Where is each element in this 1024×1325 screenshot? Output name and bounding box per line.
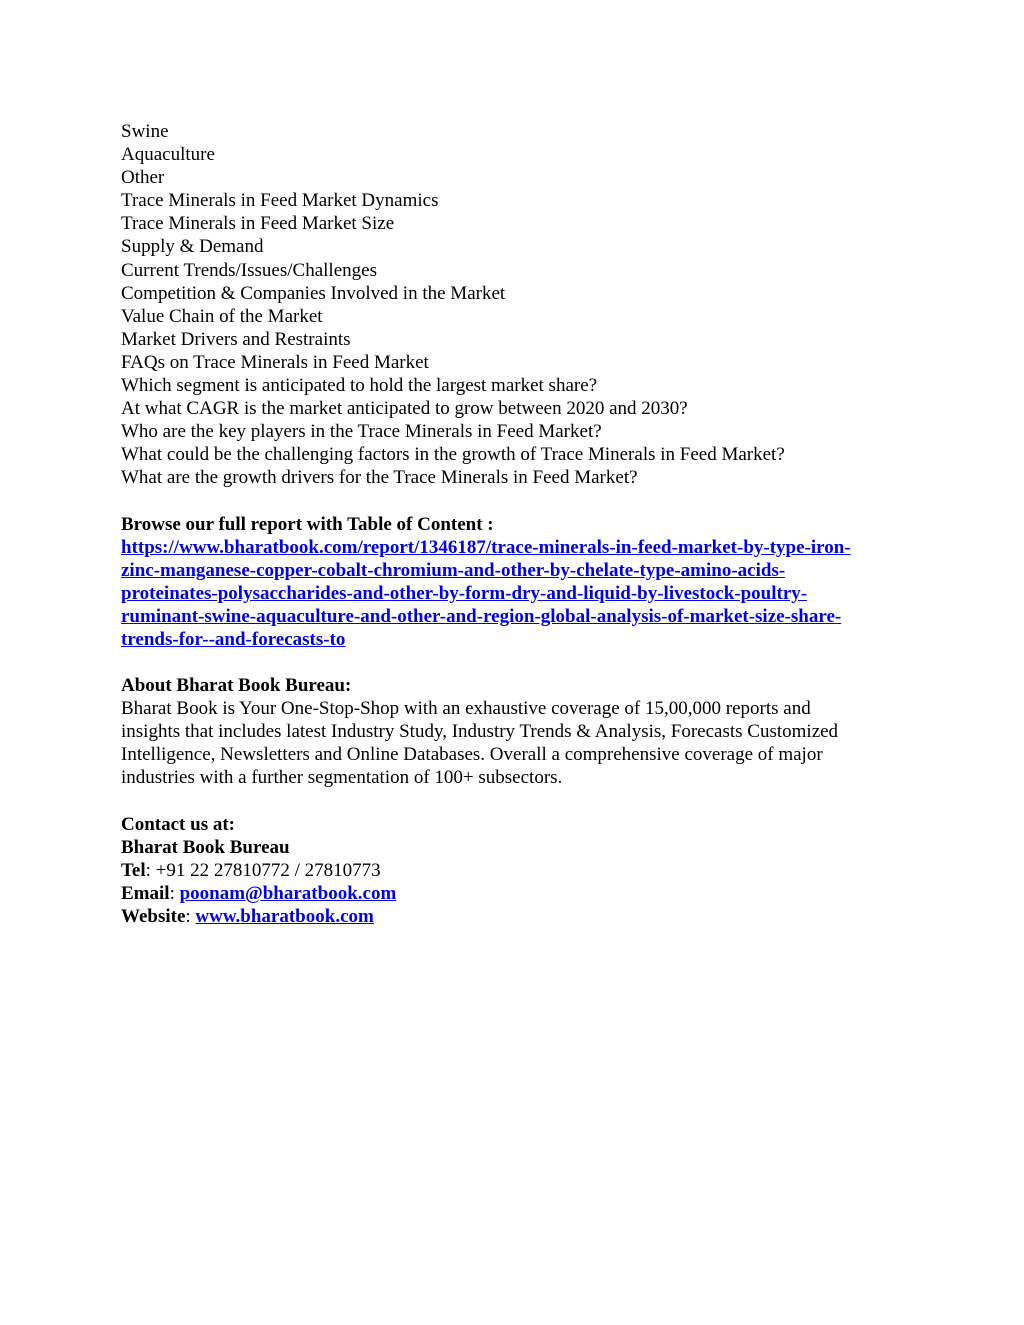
toc-item: Current Trends/Issues/Challenges [121, 259, 377, 281]
website-link[interactable]: www.bharatbook.com [195, 905, 374, 927]
about-text-line: Intelligence, Newsletters and Online Databases. Overall a comprehensive coverage of major [121, 744, 823, 766]
toc-item: Market Drivers and Restraints [121, 328, 351, 350]
spacer [121, 790, 921, 813]
document-page [121, 120, 921, 928]
toc-item: Value Chain of the Market [121, 305, 323, 327]
browse-section [121, 513, 921, 652]
website-line [121, 905, 921, 928]
tel-label: Tel [121, 859, 146, 881]
report-url-line: ruminant-swine-aquaculture-and-other-and-region-global-analysis-of-market-size-share- [121, 605, 842, 627]
toc-item: FAQs on Trace Minerals in Feed Market [121, 351, 429, 373]
about-text-line: Bharat Book is Your One-Stop-Shop with an exhaustive coverage of 15,00,000 reports and [121, 698, 811, 720]
spacer [121, 490, 921, 513]
toc-item: Competition & Companies Involved in the Market [121, 282, 506, 304]
email-separator: : [169, 882, 180, 904]
email-line [121, 882, 921, 905]
contact-section [121, 813, 921, 928]
toc-item: Aquaculture [121, 144, 215, 166]
toc-item: Swine [121, 121, 169, 142]
toc-item: Which segment is anticipated to hold the largest market share? [121, 375, 598, 397]
contact-heading: Contact us at: [121, 813, 235, 835]
toc-item: What could be the challenging factors in the growth of Trace Minerals in Feed Market? [121, 444, 785, 466]
toc-item: What are the growth drivers for the Trace Minerals in Feed Market? [121, 467, 638, 489]
toc-item: Who are the key players in the Trace Minerals in Feed Market? [121, 421, 602, 443]
toc-item: Other [121, 167, 165, 189]
company-name: Bharat Book Bureau [121, 836, 290, 858]
spacer [121, 651, 921, 674]
browse-heading: Browse our full report with Table of Content : [121, 513, 494, 535]
about-section [121, 674, 921, 789]
email-label: Email [121, 882, 170, 904]
tel-value: : +91 22 27810772 / 27810773 [145, 859, 381, 881]
toc-item: Trace Minerals in Feed Market Dynamics [121, 190, 439, 212]
report-url-line: trends-for--and-forecasts-to [121, 628, 346, 650]
toc-item: Supply & Demand [121, 236, 264, 258]
website-label: Website [121, 905, 186, 927]
report-url-link[interactable] [121, 536, 901, 651]
report-url-line: https://www.bharatbook.com/report/1346187/trace-minerals-in-feed-market-by-type-iron- [121, 536, 851, 558]
report-url-line: proteinates-polysaccharides-and-other-by-form-dry-and-liquid-by-livestock-poultry- [121, 582, 808, 604]
email-link[interactable]: poonam@bharatbook.com [179, 882, 397, 904]
report-url-line: zinc-manganese-copper-cobalt-chromium-and-other-by-chelate-type-amino-acids- [121, 559, 786, 581]
about-text-line: insights that includes latest Industry Study, Industry Trends & Analysis, Forecasts Customized [121, 721, 839, 743]
toc-list [121, 120, 921, 490]
about-text-line: industries with a further segmentation of 100+ subsectors. [121, 767, 563, 789]
website-separator: : [185, 905, 196, 927]
toc-item: Trace Minerals in Feed Market Size [121, 213, 395, 235]
about-heading: About Bharat Book Bureau: [121, 675, 352, 697]
toc-item: At what CAGR is the market anticipated to grow between 2020 and 2030? [121, 398, 688, 420]
tel-line [121, 859, 921, 882]
